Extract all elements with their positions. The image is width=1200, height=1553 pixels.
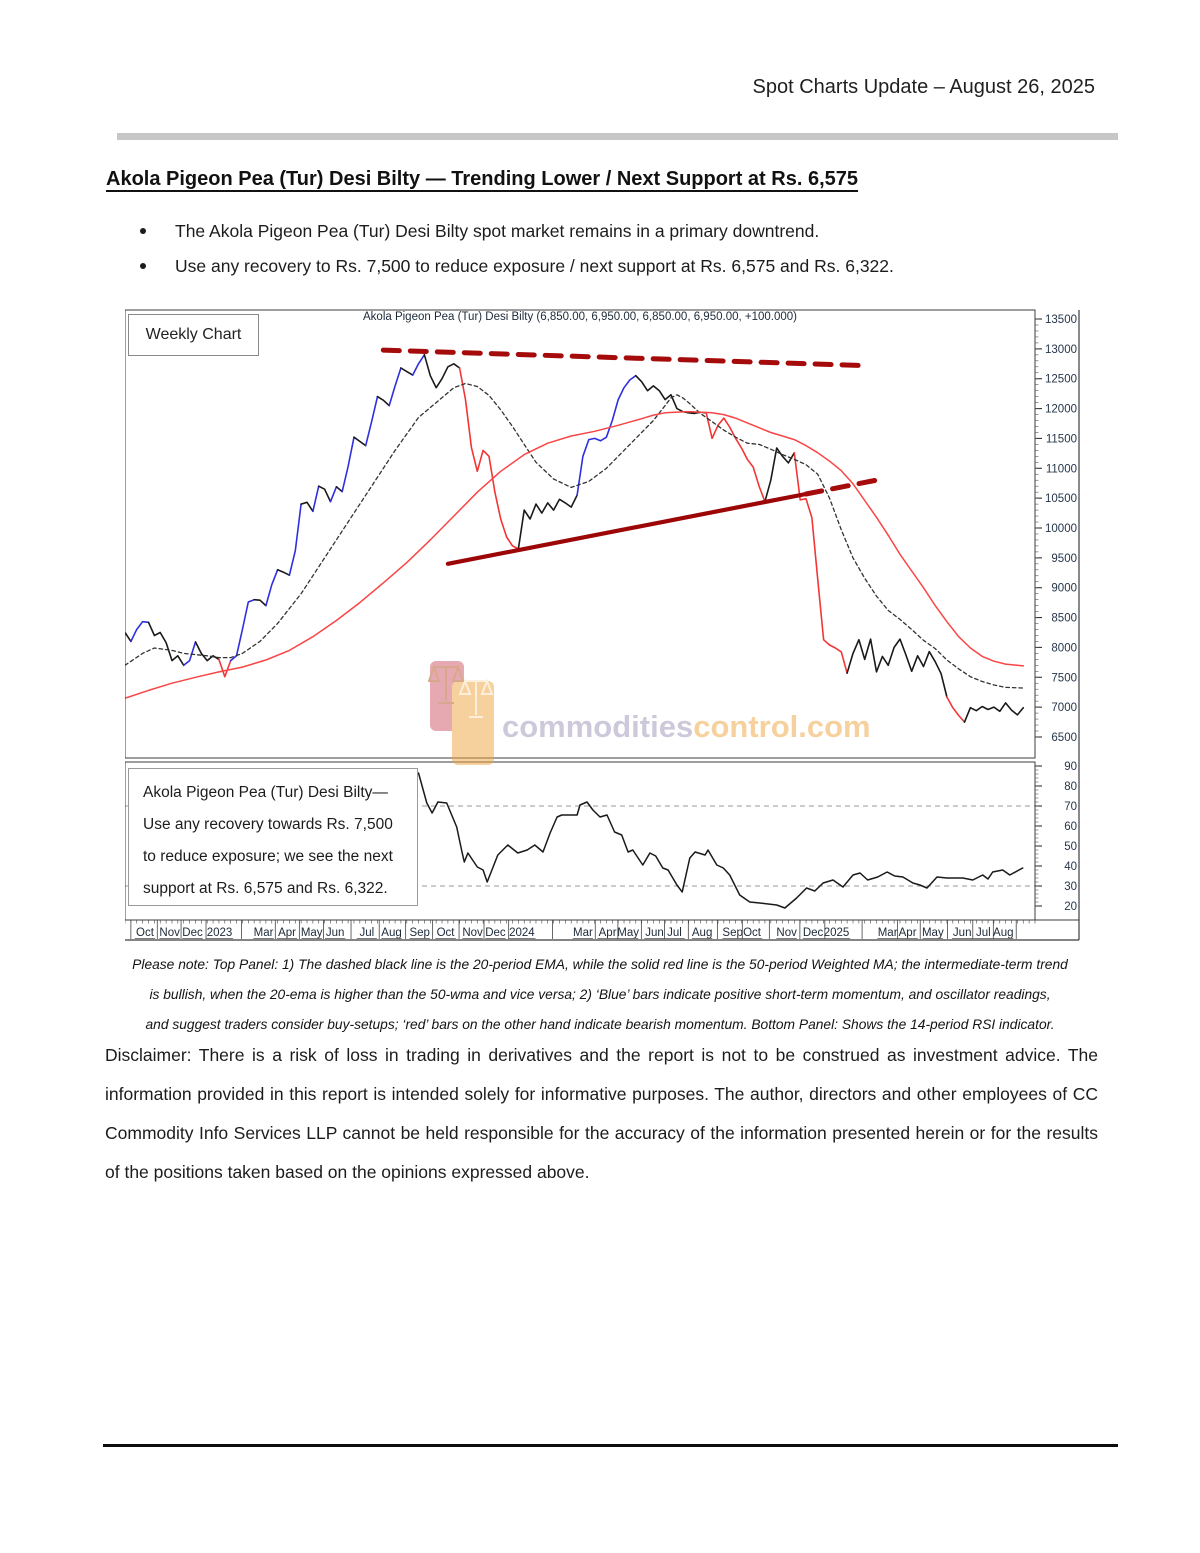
- svg-text:Dec: Dec: [182, 927, 203, 939]
- svg-text:Aug: Aug: [691, 927, 713, 939]
- annotation-box: [128, 768, 418, 906]
- svg-text:Oct: Oct: [743, 927, 761, 939]
- svg-text:10500: 10500: [1045, 493, 1077, 506]
- svg-text:11500: 11500: [1045, 433, 1077, 446]
- svg-text:Jun: Jun: [325, 927, 345, 939]
- svg-text:Apr: Apr: [598, 927, 617, 939]
- svg-text:90: 90: [1064, 761, 1077, 773]
- annotation-line: Akola Pigeon Pea (Tur) Desi Bilty—: [143, 784, 388, 801]
- svg-text:Oct: Oct: [136, 927, 154, 939]
- svg-text:Aug: Aug: [993, 927, 1014, 939]
- svg-text:Jul: Jul: [359, 927, 375, 939]
- annotation-line: to reduce exposure; we see the next: [143, 848, 393, 865]
- watermark: [428, 655, 871, 771]
- bullet-icon: [140, 263, 146, 269]
- list-item: [140, 255, 1100, 277]
- svg-text:Oct: Oct: [436, 927, 455, 939]
- svg-text:Dec: Dec: [485, 927, 506, 939]
- svg-text:May: May: [617, 927, 640, 939]
- svg-text:Nov: Nov: [159, 927, 180, 939]
- svg-text:Jul: Jul: [667, 927, 682, 939]
- svg-text:7500: 7500: [1051, 672, 1077, 685]
- disclaimer-text: Disclaimer: There is a risk of loss in trading in derivatives and the report is not to be construed as investment advice. The information provided in this report is intended solely for informative purposes. The author, directors and other employees of CC Commodity Info Services LLP cannot be held responsible for the accuracy of the information presented herein or for the results of the positions taken based on the opinions expressed above.: [105, 1045, 1098, 1182]
- annotation-line: support at Rs. 6,575 and Rs. 6,322.: [143, 880, 388, 897]
- document-header: Spot Charts Update – August 26, 2025: [752, 76, 1095, 98]
- svg-text:Mar: Mar: [877, 927, 898, 939]
- svg-text:13500: 13500: [1045, 314, 1077, 327]
- chart-footnote: [95, 950, 1105, 1040]
- footnote-line: Please note: Top Panel: 1) The dashed black line is the 20-period EMA, while the solid red line is the 50-period Weighted MA; the intermediate-term trend: [132, 957, 1068, 972]
- commoditiescontrol-logo: [428, 659, 500, 767]
- svg-text:Aug: Aug: [381, 927, 402, 939]
- svg-text:Jun: Jun: [952, 927, 972, 939]
- svg-text:Apr: Apr: [278, 927, 296, 939]
- bullet-icon: [140, 228, 146, 234]
- svg-text:2023: 2023: [206, 927, 233, 939]
- svg-text:Apr: Apr: [898, 927, 917, 939]
- bullet-text: The Akola Pigeon Pea (Tur) Desi Bilty spot market remains in a primary downtrend.: [175, 221, 820, 241]
- svg-text:30: 30: [1064, 881, 1077, 893]
- weekly-chart: [125, 308, 1082, 941]
- svg-text:70: 70: [1064, 801, 1077, 813]
- svg-text:50: 50: [1064, 841, 1077, 853]
- footnote-line: and suggest traders consider buy-setups; ‘red’ bars on the other hand indicate bearish momentum. Bottom Panel: Shows the 14-period RSI indicator.: [145, 1017, 1055, 1032]
- svg-text:60: 60: [1064, 821, 1077, 833]
- svg-text:May: May: [300, 927, 323, 939]
- header-divider: [117, 133, 1118, 140]
- svg-text:Jul: Jul: [975, 927, 991, 939]
- svg-text:2025: 2025: [823, 927, 850, 939]
- svg-text:80: 80: [1064, 781, 1077, 793]
- bullet-list: [140, 220, 1100, 290]
- footnote-line: is bullish, when the 20-ema is higher than the 50-wma and vice versa; 2) ‘Blue’ bars indicate positive short-term momentum, and oscillator readings,: [149, 987, 1051, 1002]
- svg-text:10000: 10000: [1045, 522, 1077, 535]
- svg-text:40: 40: [1064, 861, 1077, 873]
- section-title: Akola Pigeon Pea (Tur) Desi Bilty — Trending Lower / Next Support at Rs. 6,575: [106, 168, 859, 190]
- svg-text:Jun: Jun: [645, 927, 664, 939]
- svg-text:8500: 8500: [1051, 612, 1077, 625]
- watermark-text: commoditiescontrol.com: [502, 709, 871, 744]
- svg-text:Nov: Nov: [776, 927, 797, 939]
- svg-text:Nov: Nov: [462, 927, 483, 939]
- svg-text:May: May: [921, 927, 944, 939]
- svg-text:20: 20: [1064, 901, 1077, 913]
- svg-text:Mar: Mar: [253, 927, 274, 939]
- svg-text:6500: 6500: [1051, 731, 1077, 744]
- svg-text:13000: 13000: [1045, 343, 1077, 356]
- balance-scale-icon: [428, 659, 500, 743]
- list-item: [140, 220, 1100, 242]
- footer-rule: [103, 1444, 1118, 1447]
- svg-text:Sep: Sep: [722, 927, 743, 939]
- weekly-chart-label: Weekly Chart: [128, 314, 259, 356]
- svg-text:2024: 2024: [509, 927, 535, 939]
- bullet-text: Use any recovery to Rs. 7,500 to reduce exposure / next support at Rs. 6,575 and Rs. 6,322.: [175, 256, 894, 276]
- svg-text:12000: 12000: [1045, 403, 1077, 416]
- svg-text:8000: 8000: [1051, 642, 1077, 655]
- svg-text:11000: 11000: [1045, 463, 1077, 476]
- svg-text:7000: 7000: [1051, 702, 1077, 715]
- svg-text:Dec: Dec: [802, 927, 824, 939]
- svg-text:Sep: Sep: [409, 927, 430, 939]
- chart-title: Akola Pigeon Pea (Tur) Desi Bilty (6,850.00, 6,950.00, 6,850.00, 6,950.00, +100.000): [363, 311, 797, 323]
- svg-text:Mar: Mar: [573, 927, 593, 939]
- annotation-line: Use any recovery towards Rs. 7,500: [143, 816, 393, 833]
- svg-text:9500: 9500: [1051, 552, 1077, 565]
- svg-text:12500: 12500: [1045, 373, 1077, 386]
- svg-text:9000: 9000: [1051, 582, 1077, 595]
